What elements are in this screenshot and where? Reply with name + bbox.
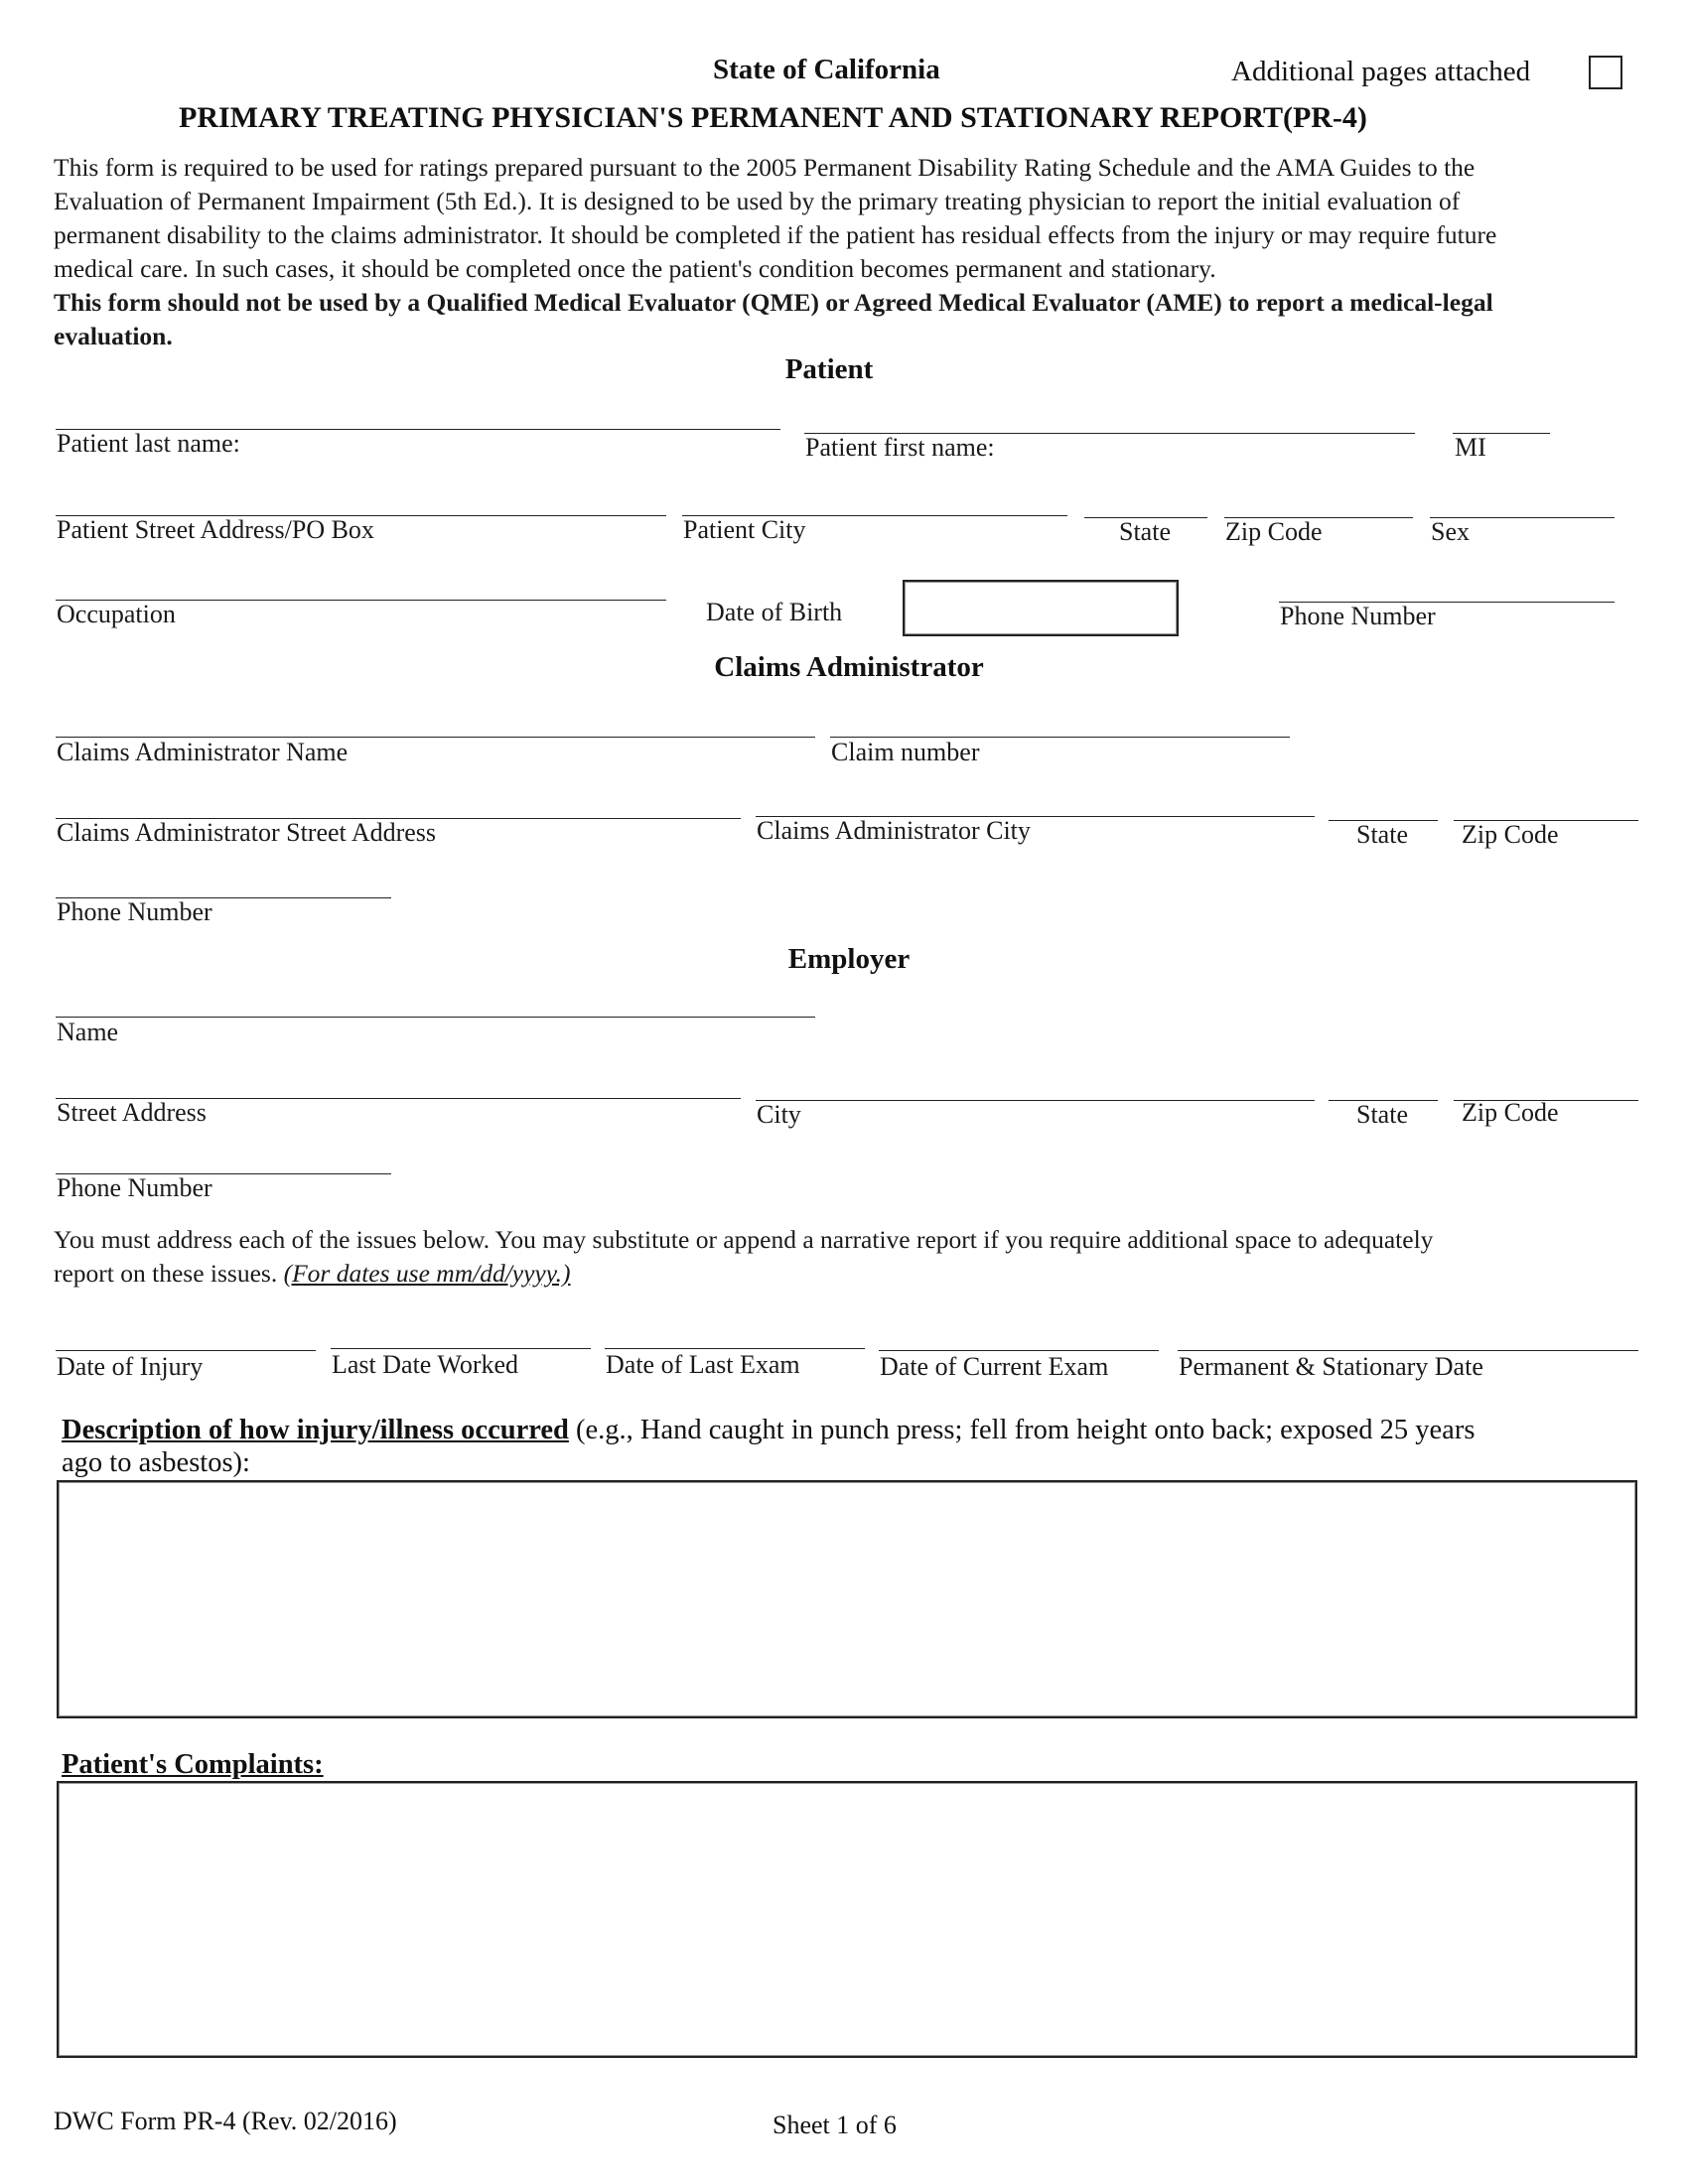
employer-phone-label: Phone Number (57, 1173, 212, 1202)
patient-state-label: State (1119, 517, 1171, 546)
sheet-number: Sheet 1 of 6 (773, 2111, 897, 2139)
patient-mi-label: MI (1455, 433, 1486, 462)
employer-city-field[interactable] (756, 1100, 1315, 1101)
claims-zip-label: Zip Code (1462, 820, 1559, 849)
description-heading-line (62, 1414, 1650, 1446)
claims-heading: Claims Administrator (714, 651, 984, 683)
patient-heading: Patient (784, 353, 874, 385)
employer-name-field[interactable] (56, 1017, 815, 1018)
instructions-line: You must address each of the issues below. You may substitute or append a narrative report if you require additional space to adequately (54, 1225, 1434, 1254)
employer-state-label: State (1356, 1100, 1408, 1129)
employer-zip-label: Zip Code (1462, 1098, 1559, 1127)
employer-city-label: City (757, 1100, 801, 1129)
date-of-injury-label: Date of Injury (57, 1352, 204, 1381)
patient-dob-input[interactable] (903, 580, 1179, 636)
claim-number-label: Claim number (831, 738, 980, 766)
description-example: (e.g., Hand caught in punch press; fell from height onto back; exposed 25 years (568, 1415, 1476, 1445)
intro-paragraph (54, 151, 1652, 353)
intro-line: medical care. In such cases, it should be completed once the patient's condition becomes permanent and stationary. (54, 254, 1216, 283)
date-of-last-exam-field[interactable] (605, 1348, 865, 1349)
intro-line: permanent disability to the claims administrator. It should be completed if the patient has residual effects from the injury or may require future (54, 220, 1497, 249)
ps-date-field[interactable] (1178, 1350, 1638, 1351)
description-textarea[interactable] (57, 1480, 1637, 1718)
patient-last-name-label: Patient last name: (57, 429, 240, 458)
form-id: DWC Form PR-4 (Rev. 02/2016) (54, 2107, 397, 2135)
employer-heading: Employer (787, 943, 911, 975)
claims-name-label: Claims Administrator Name (57, 738, 349, 766)
patient-sex-label: Sex (1431, 517, 1470, 546)
date-of-last-exam-label: Date of Last Exam (606, 1350, 800, 1379)
complaints-label: Patient's Complaints: (62, 1749, 324, 1780)
claims-state-label: State (1356, 820, 1408, 849)
complaints-textarea[interactable] (57, 1781, 1637, 2058)
description-label: Description of how injury/illness occurred (62, 1415, 569, 1445)
last-date-worked-label: Last Date Worked (332, 1350, 519, 1379)
claims-city-label: Claims Administrator City (757, 816, 1031, 845)
instructions-prefix: report on these issues. (54, 1259, 284, 1288)
description-example-cont: ago to asbestos): (62, 1447, 250, 1478)
description-heading (62, 1414, 1650, 1479)
intro-bold-line: This form should not be used by a Qualified Medical Evaluator (QME) or Agreed Medical Evaluator (AME) to report a medical-legal (54, 288, 1493, 317)
claims-phone-label: Phone Number (57, 897, 212, 926)
date-of-current-exam-label: Date of Current Exam (880, 1352, 1109, 1381)
ps-date-label: Permanent & Stationary Date (1179, 1352, 1483, 1381)
last-date-worked-field[interactable] (331, 1348, 591, 1349)
date-of-current-exam-field[interactable] (879, 1350, 1159, 1351)
instructions (54, 1223, 1652, 1291)
patient-first-name-label: Patient first name: (805, 433, 995, 462)
intro-line: This form is required to be used for ratings prepared pursuant to the 2005 Permanent Disability Rating Schedule and the AMA Guides to the (54, 153, 1476, 182)
employer-name-label: Name (57, 1018, 119, 1046)
patient-dob-label: Date of Birth (706, 598, 843, 626)
claims-street-label: Claims Administrator Street Address (57, 818, 437, 847)
state-heading: State of California (713, 54, 940, 85)
patient-occupation-label: Occupation (57, 600, 176, 628)
date-format-note: (For dates use mm/dd/yyyy.) (283, 1259, 571, 1288)
form-title: PRIMARY TREATING PHYSICIAN'S PERMANENT AND STATIONARY REPORT(PR-4) (179, 101, 1367, 134)
patient-city-label: Patient City (683, 515, 806, 544)
additional-pages-checkbox[interactable] (1589, 56, 1622, 89)
patient-street-label: Patient Street Address/PO Box (57, 515, 374, 544)
additional-pages-label: Additional pages attached (1231, 56, 1531, 87)
employer-street-label: Street Address (57, 1098, 207, 1127)
date-of-injury-field[interactable] (56, 1350, 316, 1351)
patient-zip-label: Zip Code (1225, 517, 1323, 546)
intro-line: Evaluation of Permanent Impairment (5th Ed.). It is designed to be used by the primary treating physician to report the initial evaluation of (54, 187, 1461, 215)
instructions-line (54, 1257, 1652, 1291)
intro-bold-line: evaluation. (54, 322, 173, 350)
patient-phone-label: Phone Number (1280, 602, 1436, 630)
